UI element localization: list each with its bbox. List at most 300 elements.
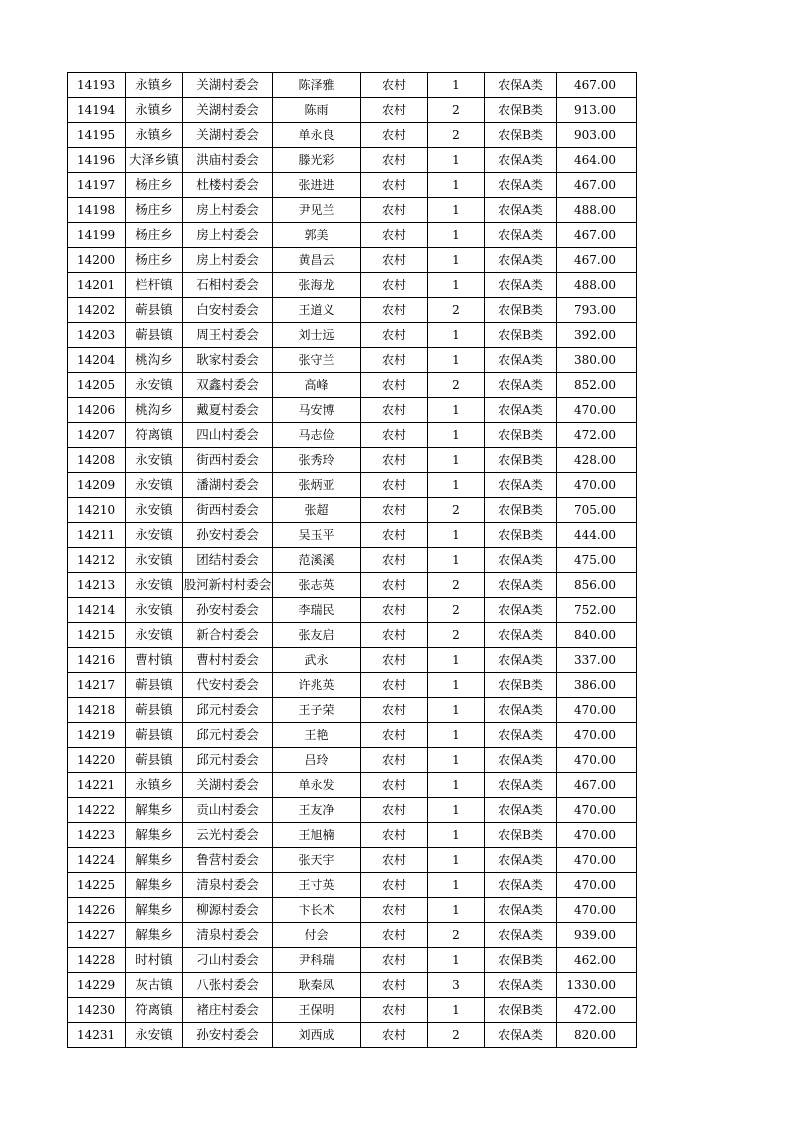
village-cell: 云光村委会 — [183, 823, 273, 848]
village-cell: 曹村村委会 — [183, 648, 273, 673]
table-row — [68, 548, 637, 573]
village-cell: 孙安村委会 — [183, 1023, 273, 1048]
category-cell: 农保B类 — [485, 323, 557, 348]
area-cell: 农村 — [361, 898, 428, 923]
amount-cell: 470.00 — [557, 848, 637, 873]
row-id: 14194 — [68, 98, 126, 123]
area-cell: 农村 — [361, 748, 428, 773]
village-cell: 褚庄村委会 — [183, 998, 273, 1023]
category-cell: 农保B类 — [485, 948, 557, 973]
town-cell: 灰古镇 — [126, 973, 183, 998]
area-cell: 农村 — [361, 248, 428, 273]
household-count-cell: 2 — [428, 498, 485, 523]
category-cell: 农保A类 — [485, 648, 557, 673]
table-row — [68, 248, 637, 273]
area-cell: 农村 — [361, 98, 428, 123]
name-cell: 王保明 — [273, 998, 361, 1023]
area-cell: 农村 — [361, 323, 428, 348]
village-cell: 耿家村委会 — [183, 348, 273, 373]
village-cell: 柳源村委会 — [183, 898, 273, 923]
name-cell: 陈泽雅 — [273, 73, 361, 98]
village-cell: 孙安村委会 — [183, 598, 273, 623]
town-cell: 蕲县镇 — [126, 748, 183, 773]
row-id: 14208 — [68, 448, 126, 473]
table-row — [68, 498, 637, 523]
amount-cell: 939.00 — [557, 923, 637, 948]
row-id: 14222 — [68, 798, 126, 823]
amount-cell: 470.00 — [557, 898, 637, 923]
household-count-cell: 1 — [428, 823, 485, 848]
area-cell: 农村 — [361, 1023, 428, 1048]
household-count-cell: 1 — [428, 748, 485, 773]
area-cell: 农村 — [361, 298, 428, 323]
table-row — [68, 123, 637, 148]
category-cell: 农保A类 — [485, 898, 557, 923]
area-cell: 农村 — [361, 123, 428, 148]
row-id: 14220 — [68, 748, 126, 773]
amount-cell: 840.00 — [557, 623, 637, 648]
area-cell: 农村 — [361, 848, 428, 873]
table-row — [68, 798, 637, 823]
table-row — [68, 948, 637, 973]
row-id: 14205 — [68, 373, 126, 398]
village-cell: 贡山村委会 — [183, 798, 273, 823]
row-id: 14200 — [68, 248, 126, 273]
town-cell: 永安镇 — [126, 548, 183, 573]
name-cell: 吕玲 — [273, 748, 361, 773]
town-cell: 杨庄乡 — [126, 248, 183, 273]
household-count-cell: 1 — [428, 548, 485, 573]
row-id: 14212 — [68, 548, 126, 573]
village-cell: 八张村委会 — [183, 973, 273, 998]
amount-cell: 444.00 — [557, 523, 637, 548]
area-cell: 农村 — [361, 398, 428, 423]
town-cell: 大泽乡镇 — [126, 148, 183, 173]
town-cell: 解集乡 — [126, 898, 183, 923]
amount-cell: 705.00 — [557, 498, 637, 523]
village-cell: 双鑫村委会 — [183, 373, 273, 398]
row-id: 14209 — [68, 473, 126, 498]
row-id: 14219 — [68, 723, 126, 748]
category-cell: 农保A类 — [485, 798, 557, 823]
town-cell: 解集乡 — [126, 923, 183, 948]
household-count-cell: 2 — [428, 1023, 485, 1048]
household-count-cell: 1 — [428, 898, 485, 923]
name-cell: 张炳亚 — [273, 473, 361, 498]
area-cell: 农村 — [361, 773, 428, 798]
amount-cell: 462.00 — [557, 948, 637, 973]
name-cell: 单永良 — [273, 123, 361, 148]
village-cell: 潘湖村委会 — [183, 473, 273, 498]
row-id: 14196 — [68, 148, 126, 173]
area-cell: 农村 — [361, 148, 428, 173]
table-row — [68, 673, 637, 698]
village-cell: 周王村委会 — [183, 323, 273, 348]
village-cell: 石相村委会 — [183, 273, 273, 298]
category-cell: 农保B类 — [485, 98, 557, 123]
village-cell: 孙安村委会 — [183, 523, 273, 548]
village-cell: 洪庙村委会 — [183, 148, 273, 173]
category-cell: 农保A类 — [485, 248, 557, 273]
row-id: 14197 — [68, 173, 126, 198]
town-cell: 桃沟乡 — [126, 398, 183, 423]
amount-cell: 386.00 — [557, 673, 637, 698]
town-cell: 永安镇 — [126, 623, 183, 648]
row-id: 14225 — [68, 873, 126, 898]
amount-cell: 470.00 — [557, 473, 637, 498]
amount-cell: 380.00 — [557, 348, 637, 373]
town-cell: 符离镇 — [126, 423, 183, 448]
category-cell: 农保A类 — [485, 73, 557, 98]
household-count-cell: 2 — [428, 298, 485, 323]
area-cell: 农村 — [361, 998, 428, 1023]
household-count-cell: 1 — [428, 673, 485, 698]
table-row — [68, 73, 637, 98]
town-cell: 永安镇 — [126, 523, 183, 548]
area-cell: 农村 — [361, 548, 428, 573]
table-row — [68, 873, 637, 898]
village-cell: 清泉村委会 — [183, 923, 273, 948]
row-id: 14201 — [68, 273, 126, 298]
row-id: 14231 — [68, 1023, 126, 1048]
table-row — [68, 98, 637, 123]
table-row — [68, 748, 637, 773]
amount-cell: 903.00 — [557, 123, 637, 148]
area-cell: 农村 — [361, 948, 428, 973]
amount-cell: 488.00 — [557, 273, 637, 298]
name-cell: 王子荣 — [273, 698, 361, 723]
row-id: 14203 — [68, 323, 126, 348]
household-count-cell: 1 — [428, 323, 485, 348]
name-cell: 王道义 — [273, 298, 361, 323]
area-cell: 农村 — [361, 698, 428, 723]
amount-cell: 464.00 — [557, 148, 637, 173]
household-count-cell: 1 — [428, 873, 485, 898]
name-cell: 许兆英 — [273, 673, 361, 698]
village-cell: 四山村委会 — [183, 423, 273, 448]
household-count-cell: 1 — [428, 723, 485, 748]
area-cell: 农村 — [361, 473, 428, 498]
name-cell: 滕光彩 — [273, 148, 361, 173]
amount-cell: 793.00 — [557, 298, 637, 323]
table-row — [68, 148, 637, 173]
name-cell: 张超 — [273, 498, 361, 523]
household-count-cell: 1 — [428, 248, 485, 273]
area-cell: 农村 — [361, 73, 428, 98]
amount-cell: 913.00 — [557, 98, 637, 123]
village-cell: 房上村委会 — [183, 198, 273, 223]
town-cell: 永镇乡 — [126, 98, 183, 123]
table-row — [68, 973, 637, 998]
amount-cell: 472.00 — [557, 998, 637, 1023]
household-count-cell: 1 — [428, 523, 485, 548]
town-cell: 永安镇 — [126, 598, 183, 623]
area-cell: 农村 — [361, 498, 428, 523]
household-count-cell: 1 — [428, 948, 485, 973]
village-cell: 邱元村委会 — [183, 723, 273, 748]
category-cell: 农保A类 — [485, 873, 557, 898]
household-count-cell: 1 — [428, 998, 485, 1023]
area-cell: 农村 — [361, 923, 428, 948]
household-count-cell: 2 — [428, 123, 485, 148]
category-cell: 农保A类 — [485, 173, 557, 198]
town-cell: 永镇乡 — [126, 773, 183, 798]
name-cell: 黄昌云 — [273, 248, 361, 273]
village-cell: 房上村委会 — [183, 248, 273, 273]
row-id: 14221 — [68, 773, 126, 798]
town-cell: 永安镇 — [126, 573, 183, 598]
household-count-cell: 1 — [428, 173, 485, 198]
name-cell: 范溪溪 — [273, 548, 361, 573]
village-cell: 白安村委会 — [183, 298, 273, 323]
village-cell: 杜楼村委会 — [183, 173, 273, 198]
town-cell: 解集乡 — [126, 848, 183, 873]
amount-cell: 392.00 — [557, 323, 637, 348]
amount-cell: 475.00 — [557, 548, 637, 573]
category-cell: 农保B类 — [485, 823, 557, 848]
amount-cell: 470.00 — [557, 873, 637, 898]
category-cell: 农保A类 — [485, 598, 557, 623]
household-count-cell: 1 — [428, 273, 485, 298]
amount-cell: 467.00 — [557, 248, 637, 273]
village-cell: 股河新村村委会 — [183, 573, 273, 598]
area-cell: 农村 — [361, 723, 428, 748]
village-cell: 邱元村委会 — [183, 748, 273, 773]
village-cell: 鲁营村委会 — [183, 848, 273, 873]
table-row — [68, 423, 637, 448]
row-id: 14228 — [68, 948, 126, 973]
town-cell: 蕲县镇 — [126, 723, 183, 748]
amount-cell: 470.00 — [557, 723, 637, 748]
table-row — [68, 898, 637, 923]
town-cell: 符离镇 — [126, 998, 183, 1023]
table-row — [68, 598, 637, 623]
records-table — [67, 72, 637, 1048]
town-cell: 永安镇 — [126, 473, 183, 498]
household-count-cell: 1 — [428, 448, 485, 473]
area-cell: 农村 — [361, 173, 428, 198]
name-cell: 郭美 — [273, 223, 361, 248]
name-cell: 张进进 — [273, 173, 361, 198]
category-cell: 农保B类 — [485, 673, 557, 698]
category-cell: 农保B类 — [485, 298, 557, 323]
area-cell: 农村 — [361, 598, 428, 623]
category-cell: 农保A类 — [485, 773, 557, 798]
row-id: 14202 — [68, 298, 126, 323]
amount-cell: 337.00 — [557, 648, 637, 673]
category-cell: 农保A类 — [485, 698, 557, 723]
row-id: 14227 — [68, 923, 126, 948]
table-row — [68, 823, 637, 848]
table-row — [68, 273, 637, 298]
amount-cell: 820.00 — [557, 1023, 637, 1048]
area-cell: 农村 — [361, 798, 428, 823]
name-cell: 高峰 — [273, 373, 361, 398]
area-cell: 农村 — [361, 223, 428, 248]
category-cell: 农保A类 — [485, 748, 557, 773]
amount-cell: 467.00 — [557, 773, 637, 798]
area-cell: 农村 — [361, 648, 428, 673]
table-row — [68, 348, 637, 373]
table-row — [68, 198, 637, 223]
village-cell: 戴夏村委会 — [183, 398, 273, 423]
category-cell: 农保A类 — [485, 348, 557, 373]
village-cell: 团结村委会 — [183, 548, 273, 573]
household-count-cell: 2 — [428, 573, 485, 598]
amount-cell: 470.00 — [557, 398, 637, 423]
name-cell: 王友净 — [273, 798, 361, 823]
name-cell: 耿秦凤 — [273, 973, 361, 998]
area-cell: 农村 — [361, 873, 428, 898]
name-cell: 王旭楠 — [273, 823, 361, 848]
table-row — [68, 373, 637, 398]
household-count-cell: 1 — [428, 198, 485, 223]
name-cell: 张海龙 — [273, 273, 361, 298]
category-cell: 农保A类 — [485, 398, 557, 423]
town-cell: 蕲县镇 — [126, 698, 183, 723]
row-id: 14218 — [68, 698, 126, 723]
village-cell: 新合村委会 — [183, 623, 273, 648]
name-cell: 张志英 — [273, 573, 361, 598]
row-id: 14230 — [68, 998, 126, 1023]
town-cell: 杨庄乡 — [126, 198, 183, 223]
amount-cell: 488.00 — [557, 198, 637, 223]
table-row — [68, 573, 637, 598]
row-id: 14216 — [68, 648, 126, 673]
village-cell: 关湖村委会 — [183, 123, 273, 148]
name-cell: 付会 — [273, 923, 361, 948]
row-id: 14211 — [68, 523, 126, 548]
town-cell: 蕲县镇 — [126, 323, 183, 348]
category-cell: 农保A类 — [485, 848, 557, 873]
household-count-cell: 1 — [428, 773, 485, 798]
category-cell: 农保A类 — [485, 623, 557, 648]
name-cell: 张守兰 — [273, 348, 361, 373]
row-id: 14195 — [68, 123, 126, 148]
category-cell: 农保A类 — [485, 373, 557, 398]
area-cell: 农村 — [361, 373, 428, 398]
amount-cell: 467.00 — [557, 223, 637, 248]
table-body — [68, 73, 637, 1048]
name-cell: 卞长术 — [273, 898, 361, 923]
town-cell: 永安镇 — [126, 373, 183, 398]
town-cell: 蕲县镇 — [126, 673, 183, 698]
household-count-cell: 1 — [428, 348, 485, 373]
row-id: 14213 — [68, 573, 126, 598]
table-row — [68, 623, 637, 648]
area-cell: 农村 — [361, 448, 428, 473]
table-row — [68, 698, 637, 723]
amount-cell: 467.00 — [557, 73, 637, 98]
village-cell: 房上村委会 — [183, 223, 273, 248]
name-cell: 张友启 — [273, 623, 361, 648]
area-cell: 农村 — [361, 523, 428, 548]
row-id: 14199 — [68, 223, 126, 248]
amount-cell: 428.00 — [557, 448, 637, 473]
town-cell: 栏杆镇 — [126, 273, 183, 298]
amount-cell: 1330.00 — [557, 973, 637, 998]
category-cell: 农保A类 — [485, 973, 557, 998]
table-row — [68, 448, 637, 473]
town-cell: 杨庄乡 — [126, 173, 183, 198]
category-cell: 农保A类 — [485, 548, 557, 573]
name-cell: 刘士远 — [273, 323, 361, 348]
household-count-cell: 1 — [428, 423, 485, 448]
category-cell: 农保A类 — [485, 923, 557, 948]
category-cell: 农保B类 — [485, 123, 557, 148]
category-cell: 农保A类 — [485, 473, 557, 498]
town-cell: 永安镇 — [126, 498, 183, 523]
household-count-cell: 1 — [428, 148, 485, 173]
category-cell: 农保B类 — [485, 448, 557, 473]
row-id: 14193 — [68, 73, 126, 98]
category-cell: 农保B类 — [485, 423, 557, 448]
town-cell: 桃沟乡 — [126, 348, 183, 373]
amount-cell: 852.00 — [557, 373, 637, 398]
household-count-cell: 1 — [428, 798, 485, 823]
table-row — [68, 723, 637, 748]
amount-cell: 472.00 — [557, 423, 637, 448]
town-cell: 解集乡 — [126, 873, 183, 898]
name-cell: 尹科瑞 — [273, 948, 361, 973]
area-cell: 农村 — [361, 673, 428, 698]
name-cell: 马安博 — [273, 398, 361, 423]
category-cell: 农保A类 — [485, 148, 557, 173]
town-cell: 永镇乡 — [126, 73, 183, 98]
town-cell: 解集乡 — [126, 798, 183, 823]
row-id: 14226 — [68, 898, 126, 923]
category-cell: 农保A类 — [485, 1023, 557, 1048]
row-id: 14229 — [68, 973, 126, 998]
household-count-cell: 2 — [428, 623, 485, 648]
row-id: 14217 — [68, 673, 126, 698]
household-count-cell: 1 — [428, 473, 485, 498]
area-cell: 农村 — [361, 823, 428, 848]
category-cell: 农保A类 — [485, 723, 557, 748]
row-id: 14206 — [68, 398, 126, 423]
area-cell: 农村 — [361, 423, 428, 448]
name-cell: 张天宇 — [273, 848, 361, 873]
table-row — [68, 773, 637, 798]
household-count-cell: 1 — [428, 848, 485, 873]
table-row — [68, 323, 637, 348]
row-id: 14214 — [68, 598, 126, 623]
town-cell: 时村镇 — [126, 948, 183, 973]
area-cell: 农村 — [361, 198, 428, 223]
name-cell: 吴玉平 — [273, 523, 361, 548]
village-cell: 邱元村委会 — [183, 698, 273, 723]
household-count-cell: 1 — [428, 73, 485, 98]
amount-cell: 470.00 — [557, 698, 637, 723]
town-cell: 解集乡 — [126, 823, 183, 848]
table-row — [68, 923, 637, 948]
name-cell: 尹见兰 — [273, 198, 361, 223]
village-cell: 关湖村委会 — [183, 773, 273, 798]
amount-cell: 470.00 — [557, 798, 637, 823]
table-row — [68, 223, 637, 248]
name-cell: 马志俭 — [273, 423, 361, 448]
table-row — [68, 473, 637, 498]
name-cell: 王艳 — [273, 723, 361, 748]
village-cell: 街西村委会 — [183, 498, 273, 523]
household-count-cell: 2 — [428, 98, 485, 123]
town-cell: 永安镇 — [126, 1023, 183, 1048]
row-id: 14210 — [68, 498, 126, 523]
town-cell: 曹村镇 — [126, 648, 183, 673]
table-row — [68, 648, 637, 673]
amount-cell: 856.00 — [557, 573, 637, 598]
household-count-cell: 2 — [428, 598, 485, 623]
